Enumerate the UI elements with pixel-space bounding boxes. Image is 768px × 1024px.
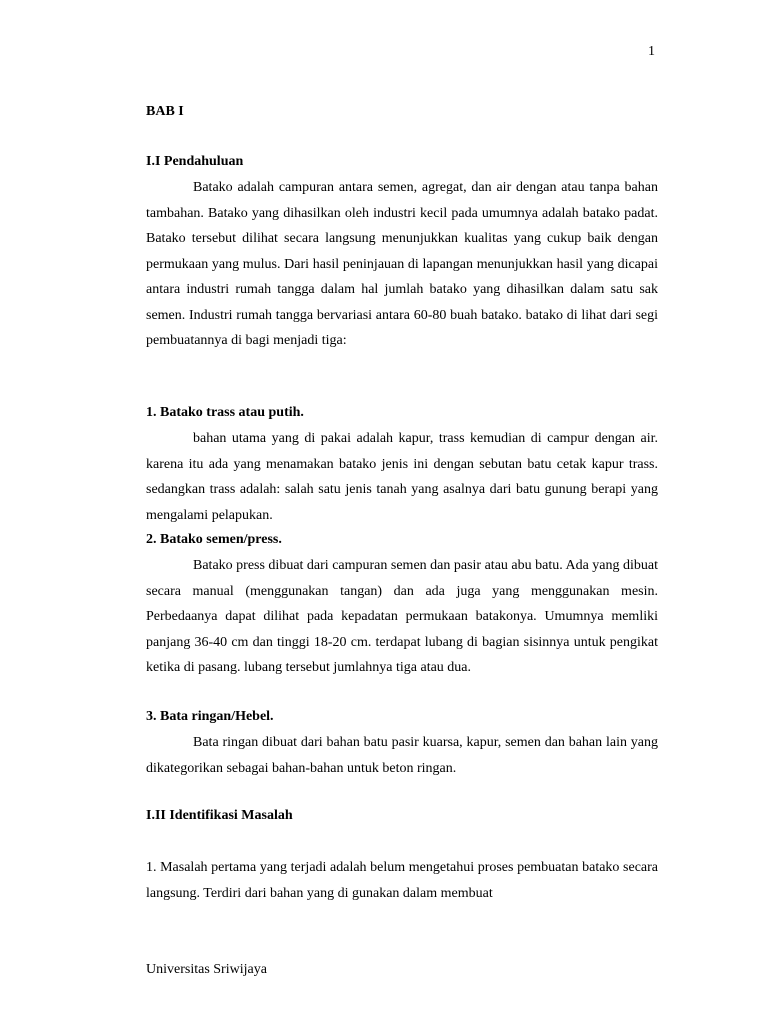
- footer-institution: Universitas Sriwijaya: [146, 962, 267, 977]
- section-heading-identifikasi: I.II Identifikasi Masalah: [146, 808, 293, 823]
- paragraph-batako-trass: bahan utama yang di pakai adalah kapur, trass kemudian di campur dengan air. karena itu ada yang menamakan batako jenis ini dengan sebutan batu cetak kapur trass. sedangkan trass adalah: salah satu jenis tanah yang asalnya dari batu gunung berapi yang mengalami pelapukan.: [146, 431, 658, 523]
- subheading-batako-semen: 2. Batako semen/press.: [146, 532, 282, 547]
- page-number: 1: [648, 44, 655, 59]
- paragraph-identifikasi: 1. Masalah pertama yang terjadi adalah belum mengetahui proses pembuatan batako secara langsung. Terdiri dari bahan yang di gunakan dalam membuat: [146, 860, 658, 901]
- subheading-batako-trass: 1. Batako trass atau putih.: [146, 405, 304, 420]
- paragraph-batako-semen: Batako press dibuat dari campuran semen dan pasir atau abu batu. Ada yang dibuat secara manual (menggunakan tangan) dan ada juga yang menggunakan mesin. Perbedaanya dapat dilihat pada kepadatan permukaan batakonya. Umumnya memliki panjang 36-40 cm dan tinggi 18-20 cm. terdapat lubang di bagian sisinnya untuk pengikat ketika di pasang. lubang tersebut jumlahnya tiga atau dua.: [146, 558, 658, 675]
- paragraph-bata-ringan: Bata ringan dibuat dari bahan batu pasir kuarsa, kapur, semen dan bahan lain yang dikategorikan sebagai bahan-bahan untuk beton ringan.: [146, 735, 658, 776]
- section-heading-pendahuluan: I.I Pendahuluan: [146, 154, 244, 169]
- chapter-title: BAB I: [146, 104, 184, 119]
- paragraph-pendahuluan: Batako adalah campuran antara semen, agregat, dan air dengan atau tanpa bahan tambahan. Batako yang dihasilkan oleh industri kecil pada umumnya adalah batako padat. Batako tersebut dilihat secara langsung menunjukkan kualitas yang cukup baik dengan permukaan yang mulus. Dari hasil peninjauan di lapangan menunjukkan hasil yang dicapai antara industri rumah tangga dalam hal jumlah batako yang dihasilkan dalam satu sak semen. Industri rumah tangga bervariasi antara 60-80 buah batako. batako di lihat dari segi pembuatannya di bagi menjadi tiga:: [146, 180, 658, 348]
- subheading-bata-ringan: 3. Bata ringan/Hebel.: [146, 709, 274, 724]
